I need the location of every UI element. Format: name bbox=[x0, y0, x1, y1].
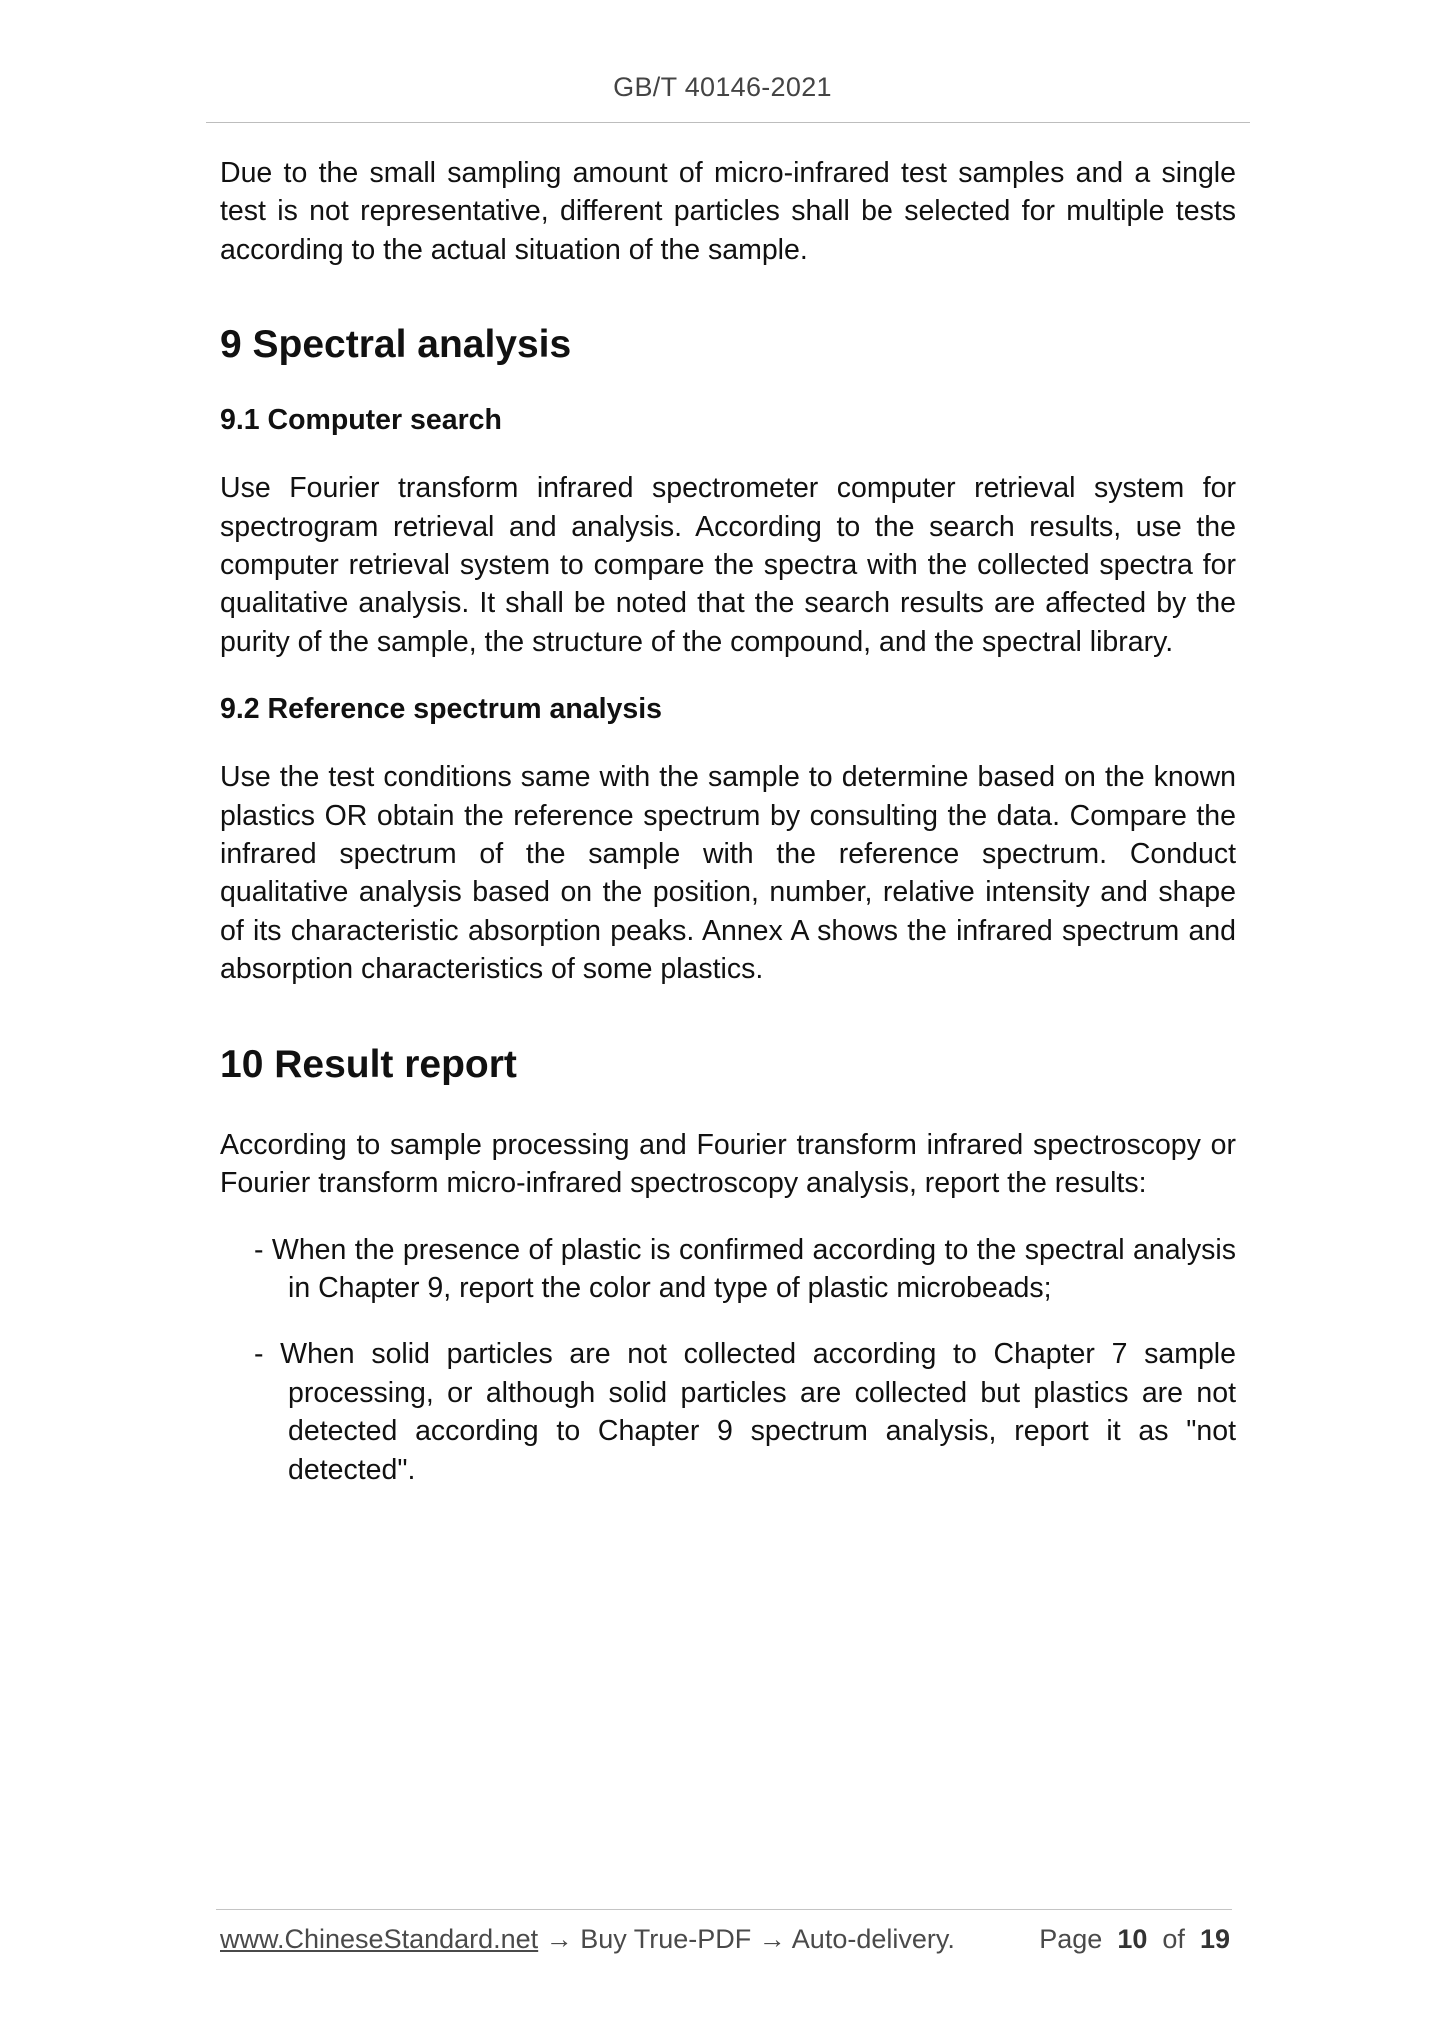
result-bullet-1: - When the presence of plastic is confirmed according to the spectral analysis in Chapter 9, report the color and type of plastic microbeads; bbox=[254, 1233, 1236, 1304]
arrow-icon: → bbox=[758, 1924, 786, 1954]
total-pages-number: 19 bbox=[1199, 1924, 1230, 1954]
document-header-code: GB/T 40146-2021 bbox=[613, 72, 832, 102]
buy-text: Buy True-PDF bbox=[580, 1924, 752, 1954]
result-bullet-2: - When solid particles are not collected according to Chapter 7 sample processing, or although solid particles are collected but plastics are not detected according to Chapter 9 spectrum analysis, report it as "not detected". bbox=[254, 1338, 1236, 1486]
intro-paragraph: Due to the small sampling amount of micro-infrared test samples and a single test is not representative, different particles shall be selected for multiple tests according to the actual situation of the sample. bbox=[220, 157, 1236, 266]
page-content bbox=[220, 154, 1236, 1489]
header-divider bbox=[206, 122, 1250, 123]
of-word: of bbox=[1162, 1924, 1185, 1954]
section-10-text: According to sample processing and Fourier transform infrared spectroscopy or Fourier transform micro-infrared spectroscopy analysis, report the results: bbox=[220, 1128, 1236, 1200]
subsection-9-1-text: Use Fourier transform infrared spectrometer computer retrieval system for spectrogram retrieval and analysis. According to the search results, use the computer retrieval system to compare the spectra with the collected spectra for qualitative analysis. It shall be noted that the search results are affected by the purity of the sample, the structure of the compound, and the spectral library. bbox=[220, 472, 1236, 658]
page-word: Page bbox=[1039, 1924, 1103, 1954]
footer-left bbox=[220, 1924, 955, 1955]
subsection-9-2-text: Use the test conditions same with the sample to determine based on the known plastics OR obtain the reference spectrum by consulting the data. Compare the infrared spectrum of the sample with the reference spectrum. Conduct qualitative analysis based on the position, number, relative intensity and shape of its characteristic absorption peaks. Annex A shows the infrared spectrum and absorption characteristics of some plastics. bbox=[220, 761, 1236, 986]
arrow-icon: → bbox=[545, 1924, 573, 1954]
site-link[interactable]: www.ChineseStandard.net bbox=[220, 1924, 539, 1954]
subsection-9-1-heading: 9.1 Computer search bbox=[220, 404, 502, 437]
section-9-heading: 9 Spectral analysis bbox=[220, 323, 572, 367]
page-footer bbox=[220, 1924, 1232, 1955]
page-counter bbox=[1039, 1924, 1230, 1955]
subsection-9-2-heading: 9.2 Reference spectrum analysis bbox=[220, 693, 662, 726]
current-page-number: 10 bbox=[1117, 1924, 1148, 1954]
section-10-heading: 10 Result report bbox=[220, 1042, 517, 1086]
footer-divider bbox=[216, 1909, 1232, 1910]
delivery-text: Auto-delivery. bbox=[791, 1924, 955, 1954]
